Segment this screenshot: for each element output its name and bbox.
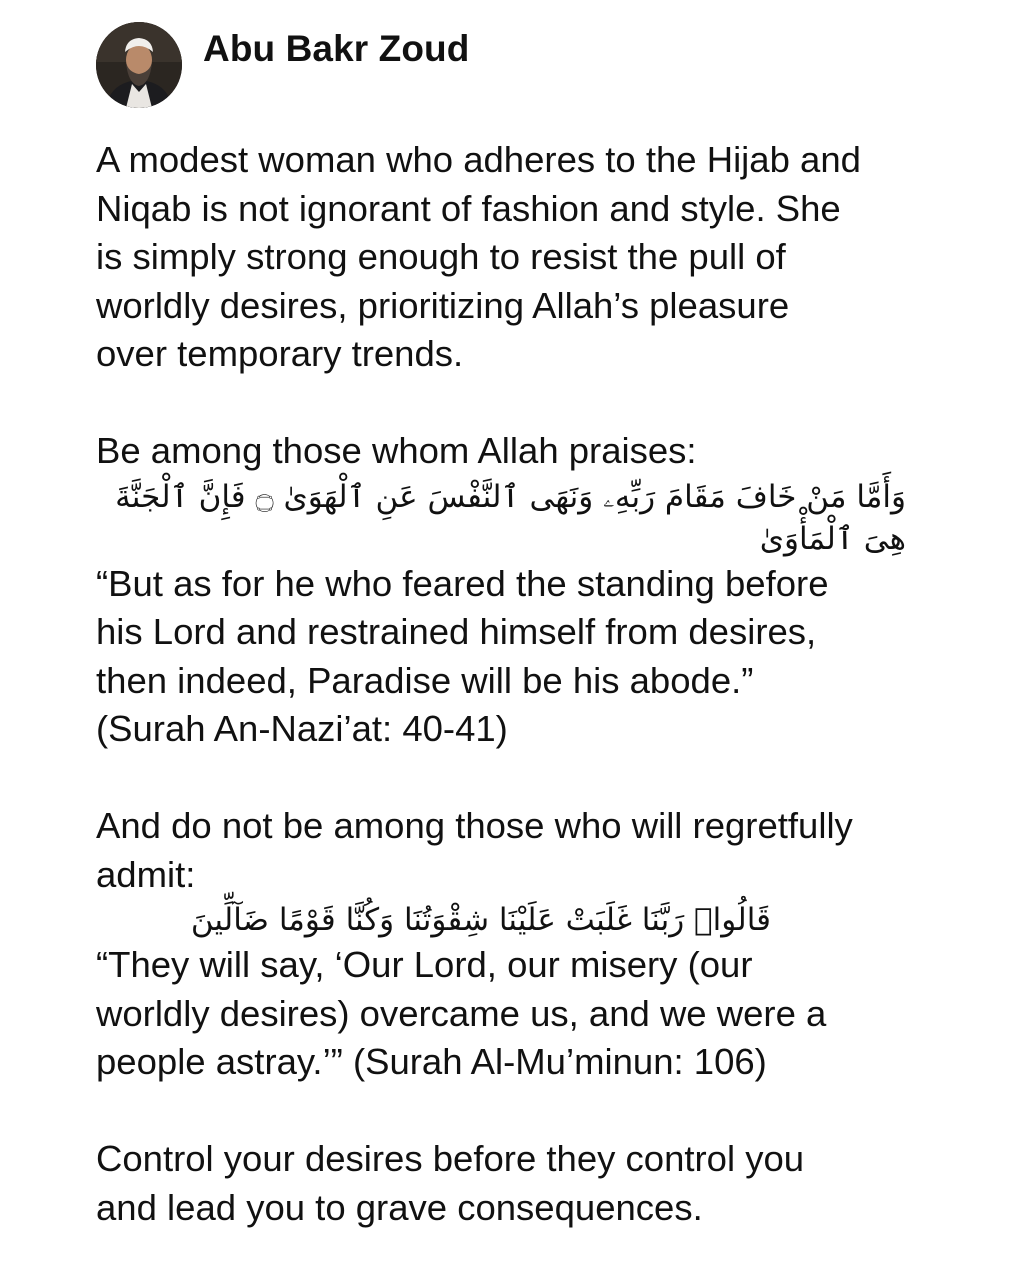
arabic-verse-1: وَأَمَّا مَنْ خَافَ مَقَامَ رَبِّهِۦ وَنَهَى ٱلنَّفْسَ عَنِ ٱلْهَوَىٰ ۝ فَإِنَّ ٱلْجَنَّةَ هِىَ ٱلْمَأْوَىٰ (115, 478, 906, 557)
arabic-verse-2: قَالُوا۟ رَبَّنَا غَلَبَتْ عَلَيْنَا شِقْوَتُنَا وَكُنَّا قَوْمًا ضَآلِّينَ (190, 902, 771, 938)
author-name[interactable]: Abu Bakr Zoud (203, 28, 470, 69)
verse-1-translation: “But as for he who feared the standing before his Lord and restrained himself from desires, then indeed, Paradise will be his abode.” (Surah An-Nazi’at: 40-41) (96, 562, 829, 749)
avatar[interactable] (96, 22, 182, 108)
closing-paragraph: Control your desires before they control you and lead you to grave consequences. (96, 1138, 805, 1228)
post-header (96, 22, 470, 108)
praise-intro: Be among those whom Allah praises: (96, 430, 697, 471)
spacer (96, 1087, 996, 1136)
paragraph-intro: A modest woman who adheres to the Hijab and Niqab is not ignorant of fashion and style. She is simply strong enough to resist the pull of worldly desires, prioritizing Allah’s pleasure over temporary trends. (96, 139, 861, 374)
post-body (96, 136, 996, 1232)
profile-photo-icon (96, 22, 182, 108)
verse-2-translation: “They will say, ‘Our Lord, our misery (our worldly desires) overcame us, and we were a people astray.’” (Surah Al-Mu’minun: 106) (96, 944, 827, 1082)
regret-intro: And do not be among those who will regretfully admit: (96, 805, 853, 895)
spacer (96, 754, 996, 803)
spacer (96, 379, 996, 428)
